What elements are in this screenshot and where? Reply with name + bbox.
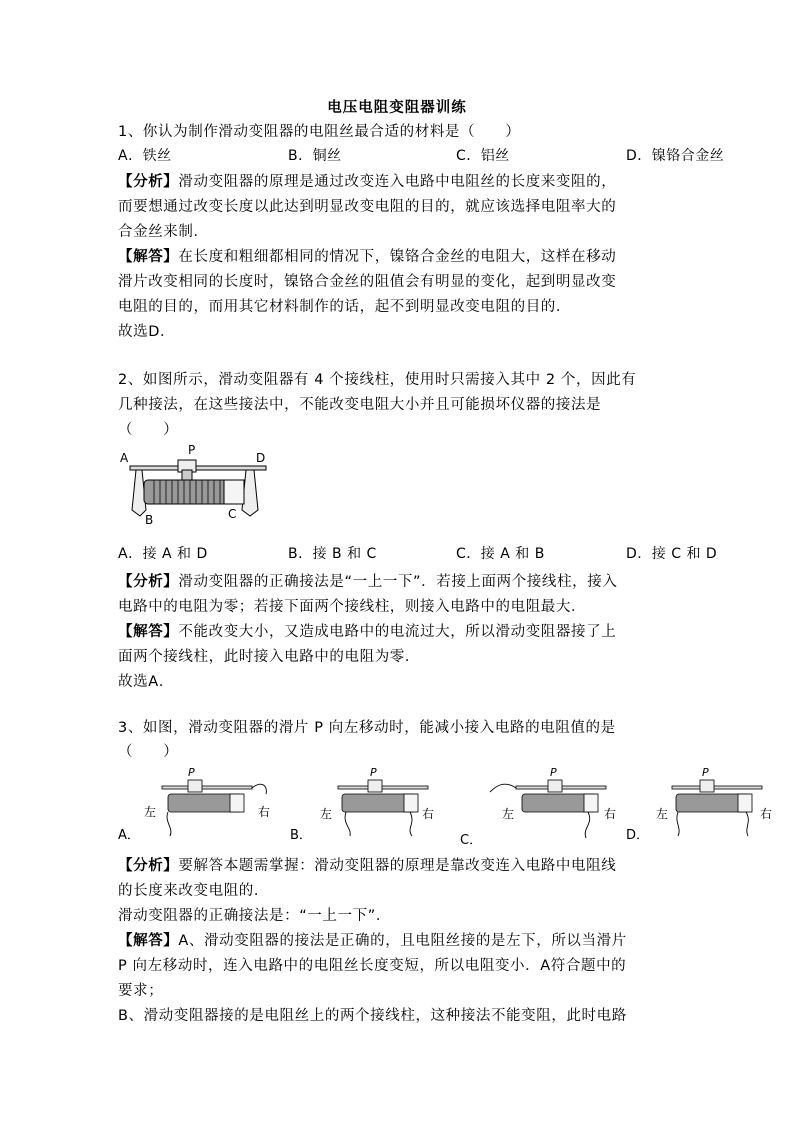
left-label: 左 (502, 807, 515, 821)
answer-text: A、滑动变阻器的接法是正确的，且电阻丝接的是左下，所以当滑片 (178, 933, 627, 949)
answer-tag: 【解答】 (118, 624, 179, 640)
terminal-label-d: D (256, 451, 266, 465)
q1-answer-line-1 (118, 247, 616, 267)
option-letter-a: A． (118, 828, 140, 843)
q3-stem-line-1: 3、如图，滑动变阻器的滑片 P 向左移动时，能减小接入电路的电阻值的是 (118, 720, 616, 736)
q2-stem-line-1: 2、如图所示，滑动变阻器有 4 个接线柱，使用时只需接入其中 2 个，因此有 (118, 372, 637, 388)
option-letter-b: B． (290, 828, 312, 843)
q2-option-b: B．接 B 和 C (288, 546, 377, 562)
q3-analysis-line-2: 的长度来改变电阻的． (118, 883, 269, 899)
analysis-text: 滑动变阻器的正确接法是“一上一下”．若接上面两个接线柱，接入 (178, 574, 618, 590)
right-label: 右 (258, 805, 271, 819)
q2-option-a: A．接 A 和 D (118, 546, 208, 562)
q2-analysis-line-2: 电路中的电阻为零；若接下面两个接线柱，则接入电路中的电阻最大． (118, 599, 587, 615)
q2-stem-line-2: 几种接法，在这些接法中，不能改变电阻大小并且可能损坏仪器的接法是 (118, 397, 602, 413)
q2-analysis-line-1 (118, 572, 617, 592)
terminal-label-p: P (188, 443, 196, 457)
q1-option-d: D．镍铬合金丝 (626, 148, 725, 164)
q1-option-c: C．铝丝 (456, 148, 510, 164)
q3-answer-line-2: P 向左移动时，连入电路中的电阻丝长度变短，所以电阻变小．A符合题中的 (118, 958, 627, 974)
slider-label-p: P (188, 766, 195, 779)
answer-text: 在长度和粗细都相同的情况下，镍铬合金丝的电阻大，这样在移动 (178, 249, 617, 265)
q2-option-c: C．接 A 和 B (456, 546, 545, 562)
q2-option-d: D．接 C 和 D (626, 546, 718, 562)
left-label: 左 (144, 805, 157, 819)
q1-analysis-line-3: 合金丝来制． (118, 224, 209, 240)
analysis-text: 要解答本题需掌握：滑动变阻器的原理是靠改变连入电路中电阻线 (178, 858, 617, 874)
q3-analysis-line-3: 滑动变阻器的正确接法是：“一上一下”． (118, 908, 391, 924)
answer-tag: 【解答】 (118, 933, 179, 949)
q3-answer-line-3: 要求； (118, 983, 164, 999)
slider-label-p: P (550, 766, 557, 779)
analysis-tag: 【分析】 (118, 174, 179, 190)
rheostat-figure (118, 440, 278, 530)
q3-figure-a (118, 764, 278, 844)
option-letter-c: C． (460, 833, 483, 848)
q1-answer-line-2: 滑片改变相同的长度时，镍铬合金丝的阻值会有明显的变化，起到明显改变 (118, 274, 617, 290)
q3-answer-line-1 (118, 931, 627, 951)
q2-answer-line-3: 故选A． (118, 674, 174, 690)
left-label: 左 (320, 807, 333, 821)
right-label: 右 (760, 807, 773, 821)
slider-label-p: P (370, 766, 377, 779)
analysis-text: 滑动变阻器的原理是通过改变连入电路中电阻丝的长度来变阻的， (178, 174, 617, 190)
right-label: 右 (422, 807, 435, 821)
q3-figure-b (290, 764, 450, 844)
option-letter-d: D． (626, 828, 650, 843)
q3-figure-c (456, 764, 616, 848)
terminal-label-c: C (228, 507, 237, 521)
analysis-tag: 【分析】 (118, 574, 179, 590)
q1-option-a: A．铁丝 (118, 148, 172, 164)
right-label: 右 (604, 807, 616, 821)
terminal-label-b: B (145, 513, 154, 527)
page-title: 电压电阻变阻器训练 (327, 100, 467, 116)
answer-tag: 【解答】 (118, 249, 179, 265)
q3-figure-d (626, 764, 786, 844)
q2-answer-line-1 (118, 622, 616, 642)
q1-stem: 1、你认为制作滑动变阻器的电阻丝最合适的材料是（ ） (118, 124, 521, 140)
q3-analysis-line-1 (118, 856, 616, 876)
q3-stem-line-2: （ ） (118, 744, 179, 760)
slider-label-p: P (702, 766, 709, 779)
terminal-label-a: A (120, 451, 129, 465)
answer-text: 不能改变大小，又造成电路中的电流过大，所以滑动变阻器接了上 (178, 624, 617, 640)
left-label: 左 (656, 807, 669, 821)
q1-answer-line-3: 电阻的目的，而用其它材料制作的话，起不到明显改变电阻的目的． (118, 299, 571, 315)
q2-stem-line-3: （ ） (118, 422, 179, 438)
q3-answer-line-4: B、滑动变阻器接的是电阻丝上的两个接线柱，这种接法不能变阻，此时电路 (118, 1008, 627, 1024)
analysis-tag: 【分析】 (118, 858, 179, 874)
q2-answer-line-2: 面两个接线柱，此时接入电路中的电阻为零． (118, 649, 420, 665)
q1-analysis-line-2: 而要想通过改变长度以此达到明显改变电阻的目的，就应该选择电阻率大的 (118, 199, 617, 215)
q1-option-b: B．铜丝 (288, 148, 342, 164)
q1-answer-line-4: 故选D． (118, 324, 176, 340)
q1-analysis-line-1 (118, 172, 616, 192)
